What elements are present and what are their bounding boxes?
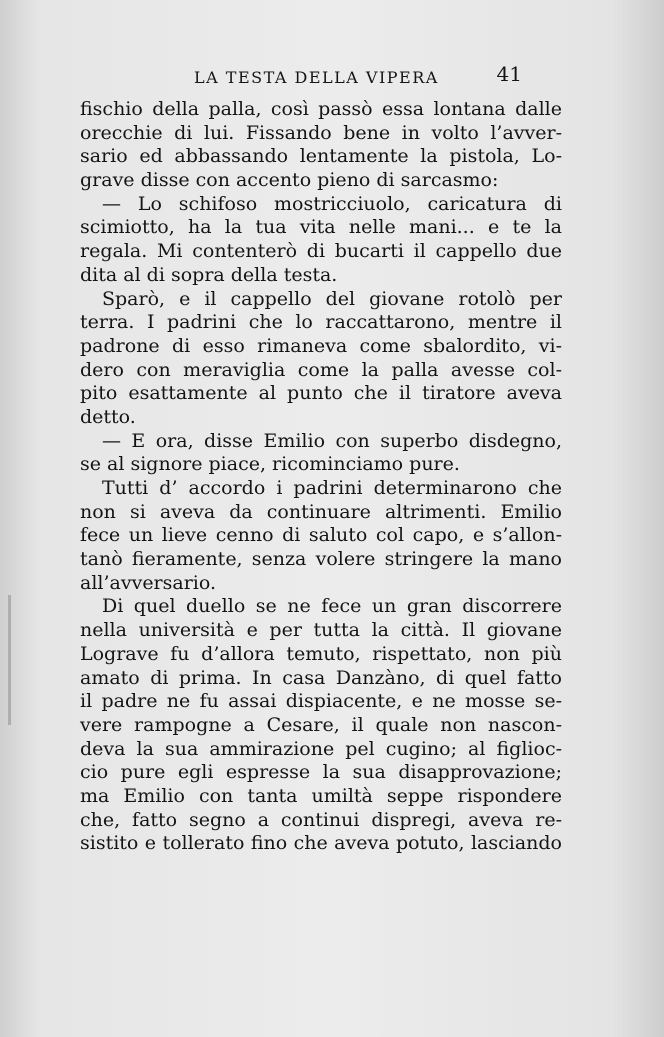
text-line: scimiotto, ha la tua vita nelle mani... e te la [80,216,562,239]
text-line: Tutti d’ accordo i padrini determinarono che [102,477,562,499]
text-line: tanò fieramente, senza volere stringere la mano [80,548,562,571]
text-line: orecchie di lui. Fissando bene in volto l’avver- [80,121,562,144]
text-line: deva la sua ammirazione pel cugino; al figlioc- [80,737,562,760]
running-title: LA TESTA DELLA VIPERA [194,68,439,87]
text-line: grave disse con accento pieno di sarcasmo: [80,169,499,192]
text-line: Lograve fu d’allora temuto, rispettato, non più [80,642,562,665]
text-line: ma Emilio con tanta umiltà seppe rispondere [80,784,562,807]
text-line: pito esattamente al punto che il tiratore aveva [80,382,562,405]
text-line: che, fatto segno a continui dispregi, aveva re- [80,808,562,831]
text-line: sistito e tollerato fino che aveva potuto, lasciando [80,832,562,855]
text-line: sario ed abbassando lentamente la pistola, Lo- [80,145,562,168]
text-line: il padre ne fu assai dispiacente, e ne mosse se- [80,690,562,713]
text-line: Di quel duello se ne fece un gran discorrere [102,595,562,618]
text-line: fece un lieve cenno di saluto col capo, e s’allon- [80,524,562,547]
text-line: non si aveva da continuare altrimenti. Emilio [80,500,562,523]
text-line: vere rampogne a Cesare, il quale non nascon- [80,713,562,736]
page-header [80,62,560,92]
text-line: — E ora, disse Emilio con superbo disdegno, [102,429,562,452]
text-line: detto. [80,405,136,428]
text-line: padrone di esso rimaneva come sbalordito, vi- [80,334,562,357]
text-line: dero con meraviglia come la palla avesse col- [80,358,562,381]
text-line: amato di prima. In casa Danzàno, di quel fatto [80,666,562,689]
text-line: fischio della palla, così passò essa lontana dalle [80,98,562,120]
text-line: Sparò, e il cappello del giovane rotolò per [102,287,562,310]
margin-mark [8,595,11,725]
text-line: dita al di sopra della testa. [80,263,338,286]
text-line: se al signore piace, ricominciamo pure. [80,453,460,476]
body-text [80,98,562,856]
text-line: nella università e per tutta la città. Il giovane [80,619,562,642]
text-line: — Lo schifoso mostricciuolo, caricatura di [102,192,562,215]
text-line: all’avversario. [80,571,217,594]
text-line: terra. I padrini che lo raccattarono, mentre il [80,311,562,334]
text-line: regala. Mi contenterò di bucarti il cappello due [80,240,562,263]
page-number: 41 [496,62,522,86]
text-line: cio pure egli espresse la sua disapprovazione; [80,761,562,784]
